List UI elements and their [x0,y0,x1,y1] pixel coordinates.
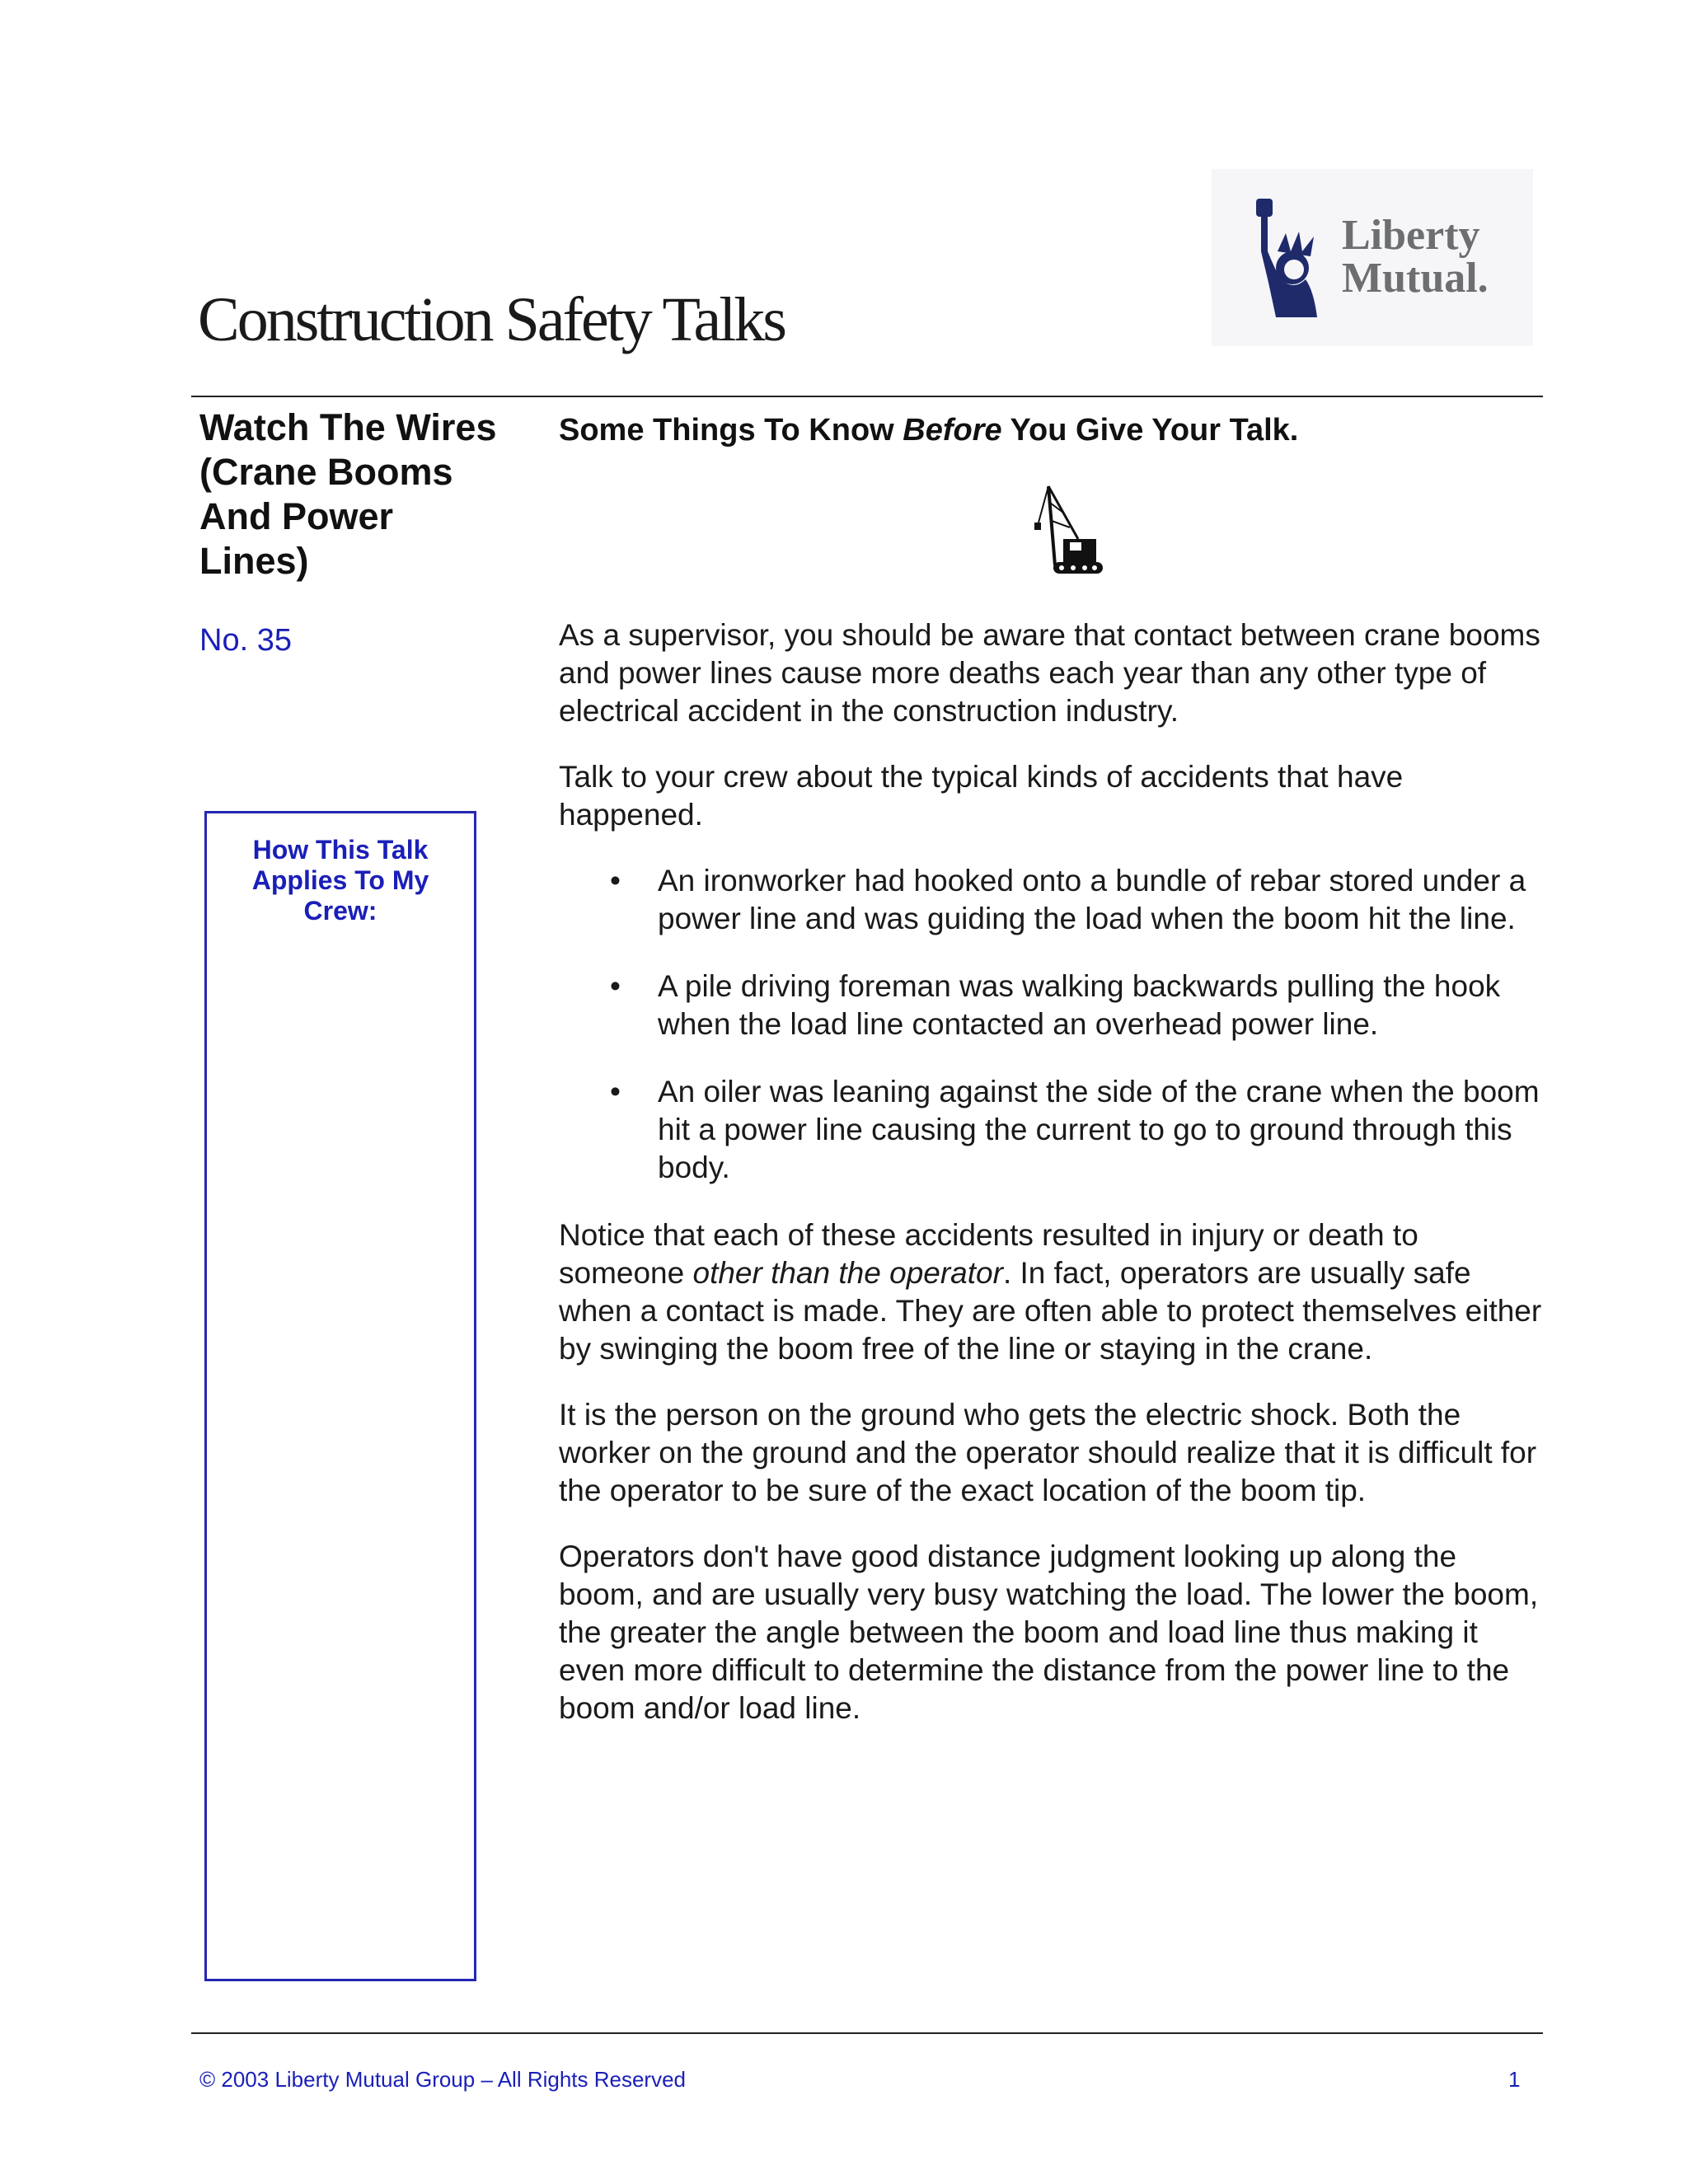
list-item-text: An ironworker had hooked onto a bundle of rebar stored under a power line and was guiding the load when the boom hit the line. [658,864,1526,935]
paragraph-electric-shock: It is the person on the ground who gets the electric shock. Both the worker on the ground and the operator should realize that it is difficult for the operator to be sure of the exact location of the boom tip. [559,1398,1537,1507]
liberty-mutual-logo [1212,169,1533,346]
list-item [559,968,1548,1043]
list-item-text: A pile driving foreman was walking backwards pulling the hook when the load line contacted an overhead power line. [658,969,1501,1041]
accident-list [559,862,1548,1187]
paragraph-notice-start: Notice that each of these accidents resulted in injury or death to someone [559,1218,1418,1290]
talk-title: Watch The Wires (Crane Booms And Power Lines) [199,406,497,582]
list-item [559,1073,1548,1187]
paragraph-talk-to-crew: Talk to your crew about the typical kinds of accidents that have happened. [559,760,1404,832]
crew-notes-box [204,811,476,1981]
bullet-icon: • [610,864,621,898]
paragraph-notice-end: . In fact, operators are usually safe when a contact is made. They are often able to protect themselves either by swinging the boom free of the line or staying in the crane. [559,1256,1542,1366]
heading-emphasis: Before [903,413,1002,448]
main-content [559,405,1548,1727]
heading-text-start: Some Things To Know [559,413,903,448]
logo-text-liberty: Liberty [1342,212,1480,259]
bottom-divider [191,2032,1543,2034]
heading-text-end: You Give Your Talk. [1001,413,1299,448]
paragraph-intro: As a supervisor, you should be aware that contact between crane booms and power lines cause more deaths each year than any other type of electrical accident in the construction industry. [559,618,1540,728]
bullet-icon: • [610,969,621,1003]
crew-box-label: How This Talk Applies To My Crew: [251,835,429,926]
top-divider [191,396,1543,397]
list-item-text: An oiler was leaning against the side of the crane when the boom hit a power line causing the current to go to ground through this body. [658,1075,1540,1184]
footer-page-number: 1 [1508,2067,1521,2092]
paragraph-notice-emphasis: other than the operator [692,1256,1003,1290]
footer-copyright: © 2003 Liberty Mutual Group – All Rights Reserved [199,2067,687,2092]
statue-of-liberty-icon [1245,194,1335,326]
crane-icon [1030,480,1113,585]
bullet-icon: • [610,1075,621,1108]
logo-text-mutual: Mutual. [1342,255,1489,302]
paragraph-distance-judgment: Operators don't have good distance judgment looking up along the boom, and are usually very busy watching the load. The lower the boom, the greater the angle between the boom and load line thus making it even more difficult to determine the distance from the power line to the boom and/or load line. [559,1540,1539,1725]
list-item [559,862,1548,938]
paragraph-notice [559,1216,1548,1368]
main-heading [559,405,1548,455]
talk-number: No. 35 [199,623,292,658]
sidebar [199,405,504,658]
document-title: Construction Safety Talks [198,285,785,354]
